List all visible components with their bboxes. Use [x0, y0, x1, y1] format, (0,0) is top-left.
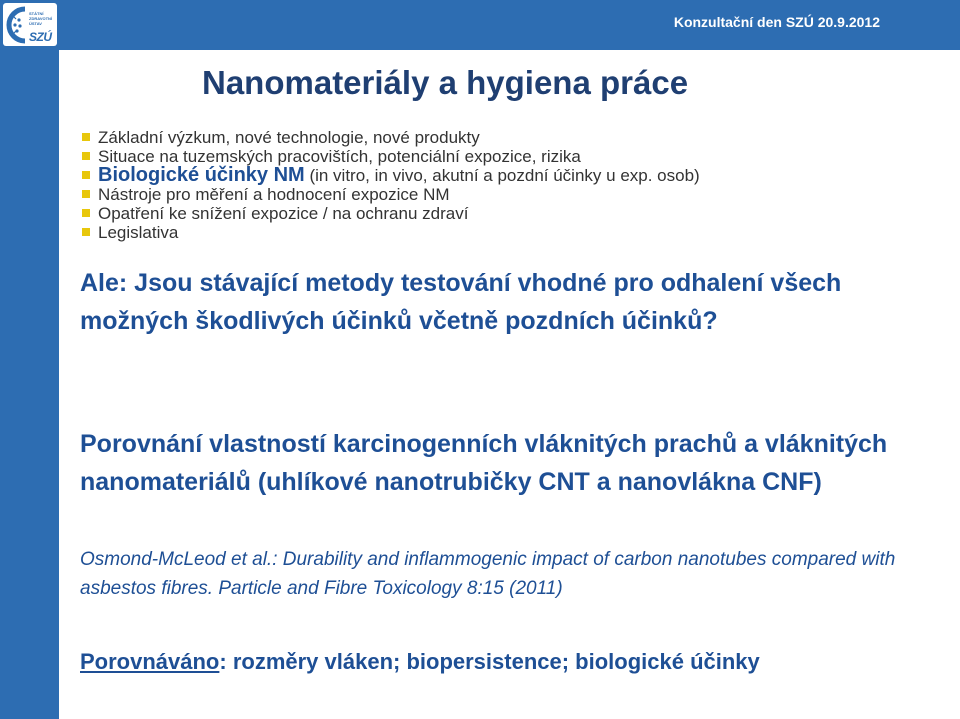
question-text: Ale: Jsou stávající metody testování vhodné pro odhalení všech možných škodlivých účinků včetně pozdních účinků? [80, 269, 842, 335]
bullet-square-icon [82, 152, 90, 160]
szu-logo [3, 3, 57, 46]
left-band [0, 50, 59, 719]
page-title: Nanomateriály a hygiena práce [202, 64, 689, 101]
list-item: Základní výzkum, nové technologie, nové produkty [80, 128, 940, 147]
list-item: Nástroje pro měření a hodnocení expozice NM [80, 185, 940, 204]
citation: Osmond-McLeod et al.: Durability and inflammogenic impact of carbon nanotubes compared with asbestos fibres. Particle and Fibre Toxicology 8:15 (2011) [80, 549, 896, 599]
bullet-square-icon [82, 190, 90, 198]
list-item: Legislativa [80, 223, 940, 242]
bullet-square-icon [82, 228, 90, 236]
list-item: Opatření ke snížení expozice / na ochranu zdraví [80, 204, 940, 223]
bullet-square-icon [82, 171, 90, 179]
bullet-square-icon [82, 209, 90, 217]
bullet-square-icon [82, 133, 90, 141]
logo-small-text: STÁTNÍ ZDRAVOTNÍ ÚSTAV [29, 11, 53, 26]
list-item: Situace na tuzemských pracovištích, potenciální expozice, rizika [80, 147, 940, 166]
topic-list [80, 128, 940, 242]
compared-line [80, 649, 760, 675]
logo-abbr: SZÚ [29, 30, 52, 44]
comparison-text: Porovnání vlastností karcinogenních vláknitých prachů a vláknitých nanomateriálů (uhlíkové nanotrubičky CNT a nanovlákna CNF) [80, 430, 888, 496]
compared-rest: : rozměry vláken; biopersistence; biologické účinky [219, 649, 760, 674]
list-item: Biologické účinky NM (in vitro, in vivo, akutní a pozdní účinky u exp. osob) [80, 166, 940, 185]
compared-label: Porovnáváno [80, 649, 220, 674]
header-date: Konzultační den SZÚ 20.9.2012 [673, 14, 880, 30]
